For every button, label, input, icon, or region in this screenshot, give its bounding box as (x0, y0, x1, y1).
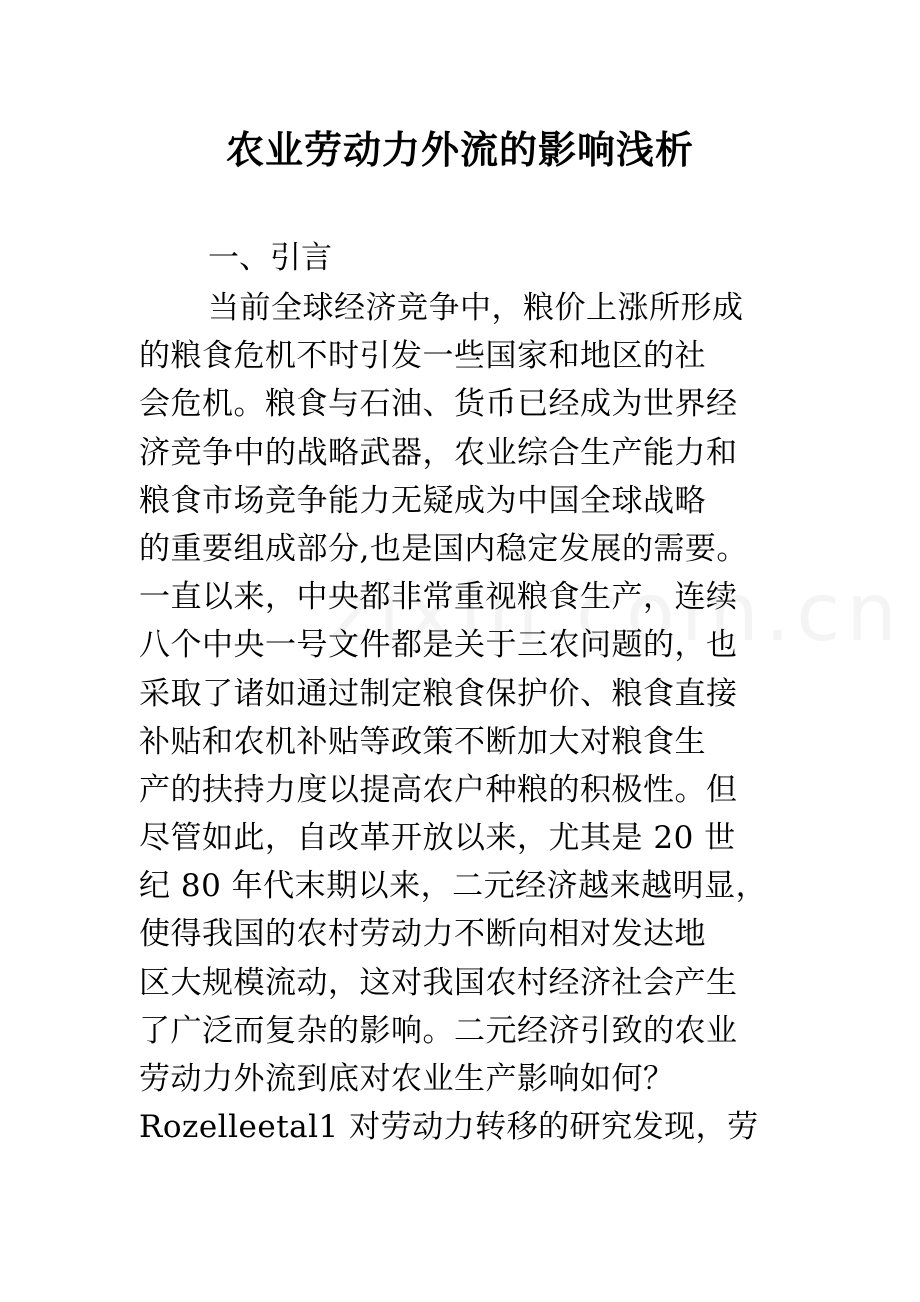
body-paragraph (139, 284, 819, 1151)
text-line: 粮食市场竞争能力无疑成为中国全球战略 (139, 482, 706, 519)
text-line: 了广泛而复杂的影响。二元经济引致的农业 (139, 1012, 738, 1049)
text-line: 会危机。粮食与石油、货币已经成为世界经 (139, 386, 738, 423)
text-line: 当前全球经济竞争中，粮价上涨所形成 (208, 290, 744, 326)
text-line: Rozelleetal1 对劳动力转移的研究发现，劳 (139, 1109, 759, 1146)
document-title: 农业劳动力外流的影响浅析 (225, 127, 694, 172)
text-line: 采取了诸如通过制定粮食保护价、粮食直接 (139, 675, 738, 712)
text-line: 纪 80 年代末期以来，二元经济越来越明显， (139, 868, 768, 905)
text-line: 的重要组成部分,也是国内稳定发展的需要。 (139, 530, 748, 567)
text-line: 八个中央一号文件都是关于三农问题的，也 (139, 627, 738, 664)
section-heading: 一、引言 (208, 240, 332, 276)
text-line: 补贴和农机补贴等政策不断加大对粮食生 (139, 723, 706, 760)
text-line: 尽管如此，自改革开放以来，尤其是 20 世 (139, 820, 736, 857)
text-line: 产的扶持力度以提高农户种粮的积极性。但 (139, 771, 738, 808)
text-line: 劳动力外流到底对农业生产影响如何？ (139, 1061, 675, 1097)
text-line: 区大规模流动，这对我国农村经济社会产生 (139, 964, 738, 1001)
text-line: 济竞争中的战略武器，农业综合生产能力和 (139, 434, 738, 471)
text-line: 使得我国的农村劳动力不断向相对发达地 (139, 916, 706, 953)
text-line: 的粮食危机不时引发一些国家和地区的社 (139, 338, 706, 375)
text-line: 一直以来，中央都非常重视粮食生产，连续 (139, 579, 738, 616)
